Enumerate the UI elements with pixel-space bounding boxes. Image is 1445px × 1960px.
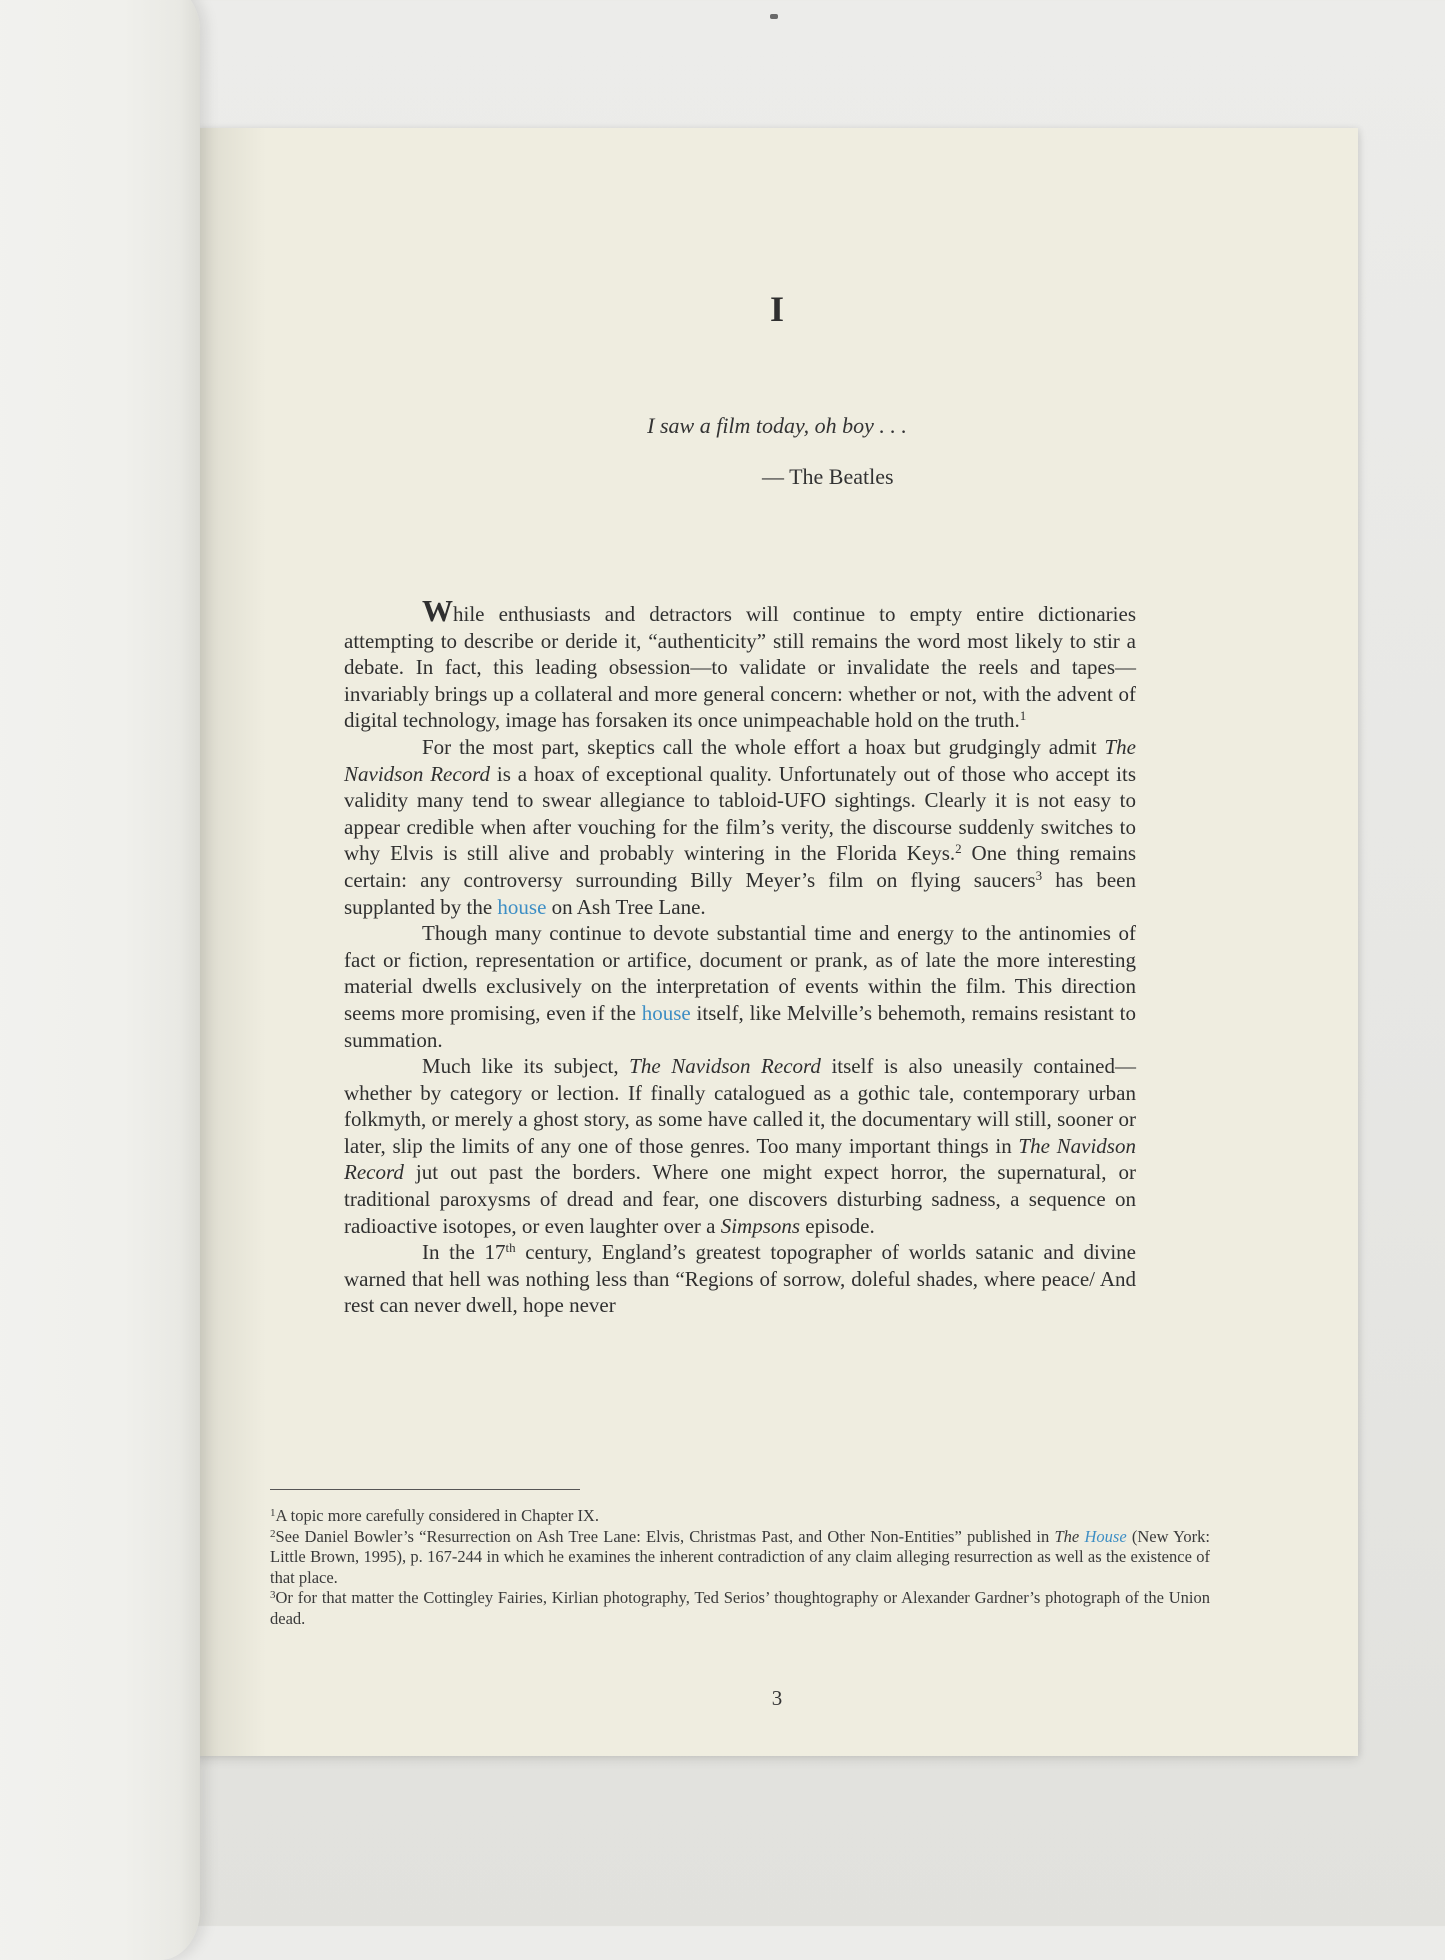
- footnote-text: Or for that matter the Cottingley Fairies, Kirlian photography, Ted Serios’ thoughtography or Alexander Gardner’s photograph of the Union dead.: [270, 1588, 1210, 1628]
- paragraph-text: One thing remains certain: any controversy surrounding Billy Meyer’s film on flying saucers: [344, 841, 1136, 892]
- background-speck: [770, 14, 778, 19]
- footnote-text: (New York: Little Brown, 1995), p. 167-244 in which he examines the inherent contradiction of any claim alleging resurrection as well as the existence of that place.: [270, 1526, 1210, 1587]
- gutter-shadow: [196, 128, 266, 1756]
- epigraph-attribution: — The Beatles: [762, 464, 894, 489]
- paragraph-text: itself, like Melville’s behemoth, remains resistant to summation.: [344, 1000, 1137, 1052]
- italic-title: The Navidson Record: [629, 1054, 821, 1079]
- paragraph-text: has been supplanted by the: [344, 867, 1136, 919]
- footnote-text: See Daniel Bowler’s “Resurrection on Ash Tree Lane: Elvis, Christmas Past, and Other Non-Entities” published in: [275, 1526, 1055, 1546]
- paragraph: [344, 1053, 1136, 1239]
- paragraph-text: For the most part, skeptics call the whole effort a hoax but grudgingly admit: [422, 734, 1105, 759]
- body-text: [344, 593, 1137, 1319]
- footnote-text: A topic more carefully considered in Chapter IX.: [275, 1506, 599, 1525]
- footnote: [270, 1588, 1210, 1629]
- paragraph: [344, 920, 1136, 1053]
- footnote-ref: 3: [1035, 867, 1043, 883]
- paragraph-text: Much like its subject,: [422, 1054, 630, 1079]
- italic-title: The Navidson Record: [344, 734, 1136, 786]
- footnote: [270, 1506, 1210, 1527]
- italic-title: Simpsons: [720, 1213, 801, 1238]
- epigraph-quote: I saw a film today, oh boy . . .: [647, 413, 907, 438]
- footnote-mark: 3: [270, 1589, 276, 1601]
- paragraph-text: jut out past the borders. Where one might expect horror, the supernatural, or traditional paroxysms of dread and fear, one discovers disturbing sadness, a sequence on radioactive isotopes, or even laughter over a: [344, 1160, 1136, 1238]
- footnote-rule: [270, 1489, 580, 1490]
- paragraph-text: itself is also uneasily contained—whether by category or lection. If finally catalogued as a gothic tale, contemporary urban folkmyth, or merely a ghost story, as some have called it, the documentary will still, sooner or later, slip the limits of any one of those genres. Too many important things in: [344, 1054, 1136, 1158]
- paragraph-text: Though many continue to devote substantial time and energy to the antinomies of fact or fiction, representation or artifice, document or prank, as of late the more interesting material dwells exclusively on the interpretation of events within the film. This direction seems more promising, even if the: [344, 921, 1136, 1025]
- drop-cap: W: [422, 593, 453, 628]
- paragraph-text: century, England’s greatest topographer of worlds satanic and divine warned that hell was nothing less than “Regions of sorrow, doleful shades, where peace/ And rest can never dwell, hope never: [344, 1240, 1136, 1318]
- paragraph: [344, 734, 1136, 920]
- page-number: 3: [771, 1686, 783, 1710]
- italic-title: The: [1054, 1526, 1085, 1546]
- footnotes: [270, 1506, 1210, 1629]
- footnote-ref: 1: [1019, 708, 1027, 724]
- footnote: [270, 1527, 1210, 1589]
- paragraph-text: is a hoax of exceptional quality. Unfortunately out of those who accept its validity many tend to swear allegiance to tabloid-UFO sightings. Clearly it is not easy to appear credible when after vouching for the film’s verity, the discourse suddenly switches to why Elvis is still alive and probably wintering in the Florida Keys.: [344, 761, 1136, 866]
- book-page: [196, 128, 1358, 1756]
- paragraph-text: episode.: [800, 1213, 875, 1238]
- italic-title: The Navidson Record: [344, 1133, 1136, 1185]
- chapter-numeral: I: [769, 289, 784, 329]
- paragraph: [344, 593, 1136, 734]
- left-page-curl: [0, 0, 200, 1960]
- house-word: House: [1084, 1526, 1127, 1546]
- footnote-ref: 2: [955, 841, 962, 857]
- paragraph-text: In the 17: [422, 1240, 506, 1265]
- paragraph-text: hile enthusiasts and detractors will continue to empty entire dictionaries attempting to describe or deride it, “authenticity” still remains the word most likely to stir a debate. In fact, this leading obsession—to validate or invalidate the reels and tapes—invariably brings up a collateral and more general concern: whether or not, with the advent of digital technology, image has forsaken its once unimpeachable hold on the truth.: [344, 602, 1136, 733]
- footnote-mark: 2: [270, 1527, 276, 1540]
- house-word: house: [641, 1000, 691, 1025]
- house-word: house: [497, 894, 547, 919]
- paragraph-text: on Ash Tree Lane.: [546, 894, 706, 919]
- paragraph: [344, 1239, 1136, 1319]
- footnote-mark: 1: [270, 1507, 276, 1519]
- ordinal-suffix: th: [505, 1240, 516, 1256]
